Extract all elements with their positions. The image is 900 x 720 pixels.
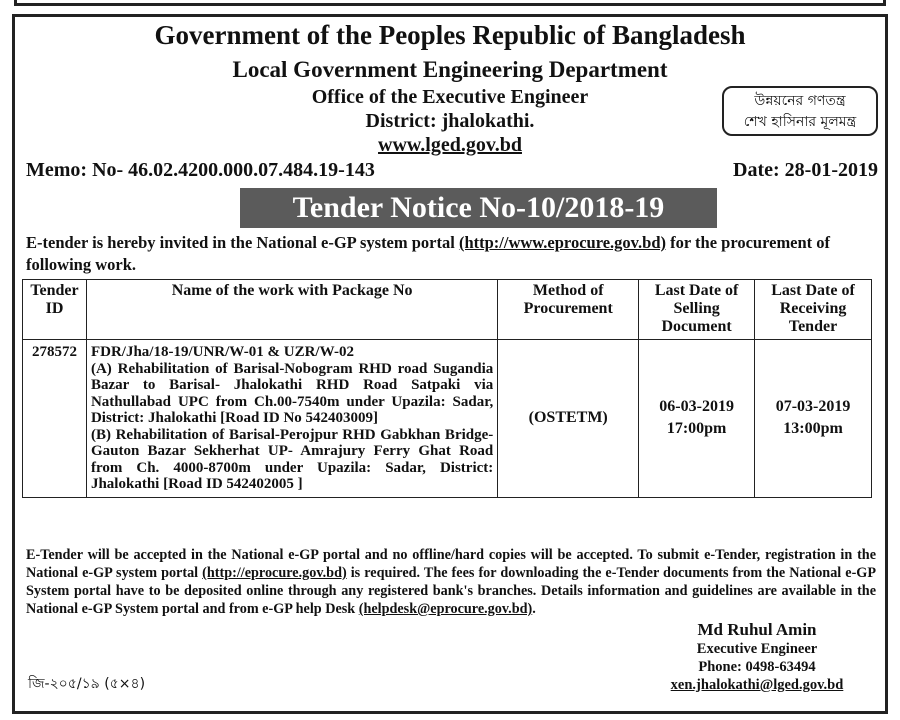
intro-paragraph <box>26 232 876 276</box>
work-item-b: (B) Rehabilitation of Barisal-Perojpur RHD Gabkhan Bridge- Gauton Bazar Sekherhat UP- Amrajury Ferry Ghat Road from Ch. 4000-8700m under Upazila: Sadar, District: Jhalokathi [Road ID 542402005 ] <box>90 426 494 492</box>
intro-text-before: E-tender is hereby invited in the National e-GP system portal <box>26 233 459 252</box>
work-name-cell <box>86 340 497 498</box>
signature-block <box>622 620 892 694</box>
memo-number: Memo: No- 46.02.4200.000.07.484.19-143 <box>26 159 375 181</box>
intro-text-after: for the procurement of following work. <box>26 233 831 274</box>
selling-date: 06-03-2019 <box>659 398 734 416</box>
reference-code: জি-২০৫/১৯ (৫×৪) <box>28 676 146 692</box>
tender-id-cell: 278572 <box>23 340 87 498</box>
footer-text-2: is required. The fees for downloading the e-Tender documents from the National e-GP System portal have to be deposited online through any registered bank's branches. Details information and guidelines are available in the National e-GP System portal and from e-GP help Desk <box>26 565 876 617</box>
work-item-a: (A) Rehabilitation of Barisal-Nobogram RHD road Sugandia Bazar to Barisal- Jhalokathi RHD Road Satpaki via Nathullabad UPC from Ch.00-7540m under Upazila: Sadar, District: Jhalokathi [Road ID No 542403009] <box>90 360 494 426</box>
header-receiving-date: Last Date of Receiving Tender <box>755 280 872 340</box>
footer-text-3: . <box>532 601 536 617</box>
table-row <box>23 340 872 498</box>
eprocure-link[interactable]: (http://www.eprocure.gov.bd) <box>458 233 666 252</box>
notice-date: Date: 28-01-2019 <box>733 159 878 181</box>
receiving-date: 07-03-2019 <box>775 398 851 416</box>
website-line <box>0 134 900 157</box>
department-title: Local Government Engineering Department <box>232 57 668 82</box>
eprocure-portal-link[interactable]: (http://eprocure.gov.bd) <box>202 565 347 581</box>
package-number: FDR/Jha/18-19/UNR/W-01 & UZR/W-02 <box>90 344 355 360</box>
footer-paragraph <box>26 546 876 618</box>
header-work-name: Name of the work with Package No <box>86 280 497 340</box>
tender-notice-banner: Tender Notice No-10/2018-19 <box>240 188 717 228</box>
tender-table <box>22 279 872 498</box>
helpdesk-email-link[interactable]: (helpdesk@eprocure.gov.bd) <box>358 601 533 617</box>
signatory-designation: Executive Engineer <box>696 641 818 657</box>
office-title: Office of the Executive Engineer <box>311 86 589 108</box>
slogan-line-1: উন্নয়নের গণতন্ত্র <box>754 93 846 109</box>
website-link[interactable]: www.lged.gov.bd <box>378 134 522 156</box>
government-title: Government of the Peoples Republic of Bangladesh <box>154 20 746 50</box>
footer-text-1: E-Tender will be accepted in the National e-GP portal and no offline/hard copies will be accepted. To submit e-Tender, registration in the National e-GP system portal <box>26 547 876 581</box>
district-title: District: jhalokathi. <box>365 110 535 132</box>
signatory-phone: Phone: 0498-63494 <box>698 659 816 675</box>
slogan-line-2: শেখ হাসিনার মূলমন্ত্র <box>743 114 857 130</box>
signatory-email[interactable]: xen.jhalokathi@lged.gov.bd <box>670 677 844 693</box>
receiving-date-cell <box>755 340 872 498</box>
selling-date-cell <box>639 340 755 498</box>
top-border-bar <box>14 0 886 6</box>
header-selling-date: Last Date of Selling Document <box>639 280 755 340</box>
receiving-time: 13:00pm <box>783 420 843 438</box>
selling-time: 17:00pm <box>666 420 727 438</box>
slogan-box <box>722 86 878 136</box>
table-header-row <box>23 280 872 340</box>
method-cell: (OSTETM) <box>498 340 639 498</box>
header-tender-id: Tender ID <box>23 280 87 340</box>
header-method: Method of Procurement <box>498 280 639 340</box>
signatory-name: Md Ruhul Amin <box>697 620 817 639</box>
